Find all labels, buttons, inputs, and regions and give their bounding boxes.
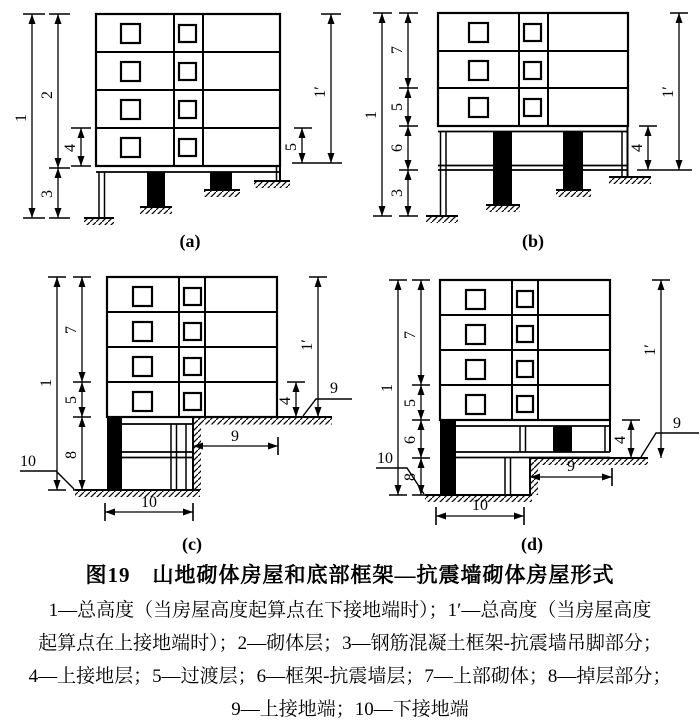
dim-label-upper-ground-storey: 4 <box>277 397 294 405</box>
label-setback-width: 9 <box>231 428 239 445</box>
dim-label-transition: 5 <box>283 143 300 151</box>
dim-label-upper-masonry: 7 <box>63 326 80 334</box>
substructure-a <box>96 166 280 218</box>
dim-label-stilt: 3 <box>39 190 56 198</box>
legend-line: 9—上接地端；10—下接地端 <box>231 699 469 720</box>
dim-label-upper-masonry: 7 <box>389 46 406 54</box>
elevation-diagram-c <box>0 255 355 560</box>
leader-lower-ground-end <box>20 471 74 489</box>
elevation-diagram-b <box>355 0 700 255</box>
label-dropped-width: 10 <box>472 497 488 514</box>
dim-label-frame-wall: 6 <box>402 436 419 444</box>
dim-label-upper-ground-storey: 4 <box>62 144 79 152</box>
dim-label-total-upper: 1′ <box>660 86 677 98</box>
figure-caption: 图19 山地砌体房屋和底部框架—抗震墙砌体房屋形式 <box>85 563 615 587</box>
building-d <box>440 280 610 420</box>
dim-label-transition: 5 <box>402 399 419 407</box>
ground-hatch-a <box>84 181 290 225</box>
dim-label-dropped-part: 8 <box>402 473 419 481</box>
dim-label-masonry: 2 <box>39 91 56 99</box>
panel-label-a: (a) <box>179 231 201 251</box>
leader-upper-ground-end <box>641 433 699 457</box>
dim-label-stilt: 3 <box>389 189 406 197</box>
dropped-storey-c <box>107 417 201 490</box>
elevation-diagram-d <box>355 255 700 560</box>
dim-label-total-upper: 1′ <box>312 86 329 98</box>
dim-label-total: 1 <box>13 114 30 122</box>
dim-label-total: 1 <box>38 379 55 387</box>
dim-label-frame-wall: 6 <box>389 144 406 152</box>
building-a <box>96 14 280 166</box>
dim-label-total-upper: 1′ <box>299 339 316 351</box>
dim-label-upper-ground-storey: 4 <box>629 144 646 152</box>
substructure-b <box>438 126 628 216</box>
legend-line: 起算点在上接地端时）；2—砌体层；3—钢筋混凝土框架-抗震墙吊脚部分； <box>38 633 662 654</box>
leader-upper-ground-end <box>303 399 352 416</box>
legend-line: 4—上接地层；5—过渡层；6—框架-抗震墙层；7—上部砌体；8—掉层部分； <box>28 666 672 687</box>
panel-label-d: (d) <box>521 534 543 554</box>
dim-label-total: 1 <box>363 111 380 119</box>
legend-line: 1—总高度（当房屋高度起算点在下接地端时）；1′—总高度（当房屋高度 <box>48 600 652 621</box>
dim-label-upper-masonry: 7 <box>402 331 419 339</box>
figure-legend <box>0 594 700 720</box>
dim-label-dropped-part: 8 <box>63 451 80 459</box>
panel-label-b: (b) <box>522 231 544 251</box>
label-lower-ground-end: 10 <box>20 453 36 470</box>
dimensions-a <box>13 14 342 218</box>
panel-label-c: (c) <box>182 534 202 554</box>
building-c <box>107 277 277 417</box>
label-lower-ground-end: 10 <box>377 450 393 467</box>
elevation-diagram-a <box>0 0 355 255</box>
dim-label-total: 1 <box>379 384 396 392</box>
building-b <box>438 13 628 126</box>
label-setback-width: 9 <box>567 458 575 475</box>
label-dropped-width: 10 <box>141 494 157 511</box>
dim-label-upper-ground-storey: 4 <box>612 436 629 444</box>
label-upper-ground-end: 9 <box>330 380 338 397</box>
ground-hatch-b <box>426 177 651 223</box>
dim-label-total-upper: 1′ <box>642 344 659 356</box>
dim-label-transition: 5 <box>63 396 80 404</box>
dim-label-transition: 5 <box>389 103 406 111</box>
label-upper-ground-end: 9 <box>673 415 681 432</box>
